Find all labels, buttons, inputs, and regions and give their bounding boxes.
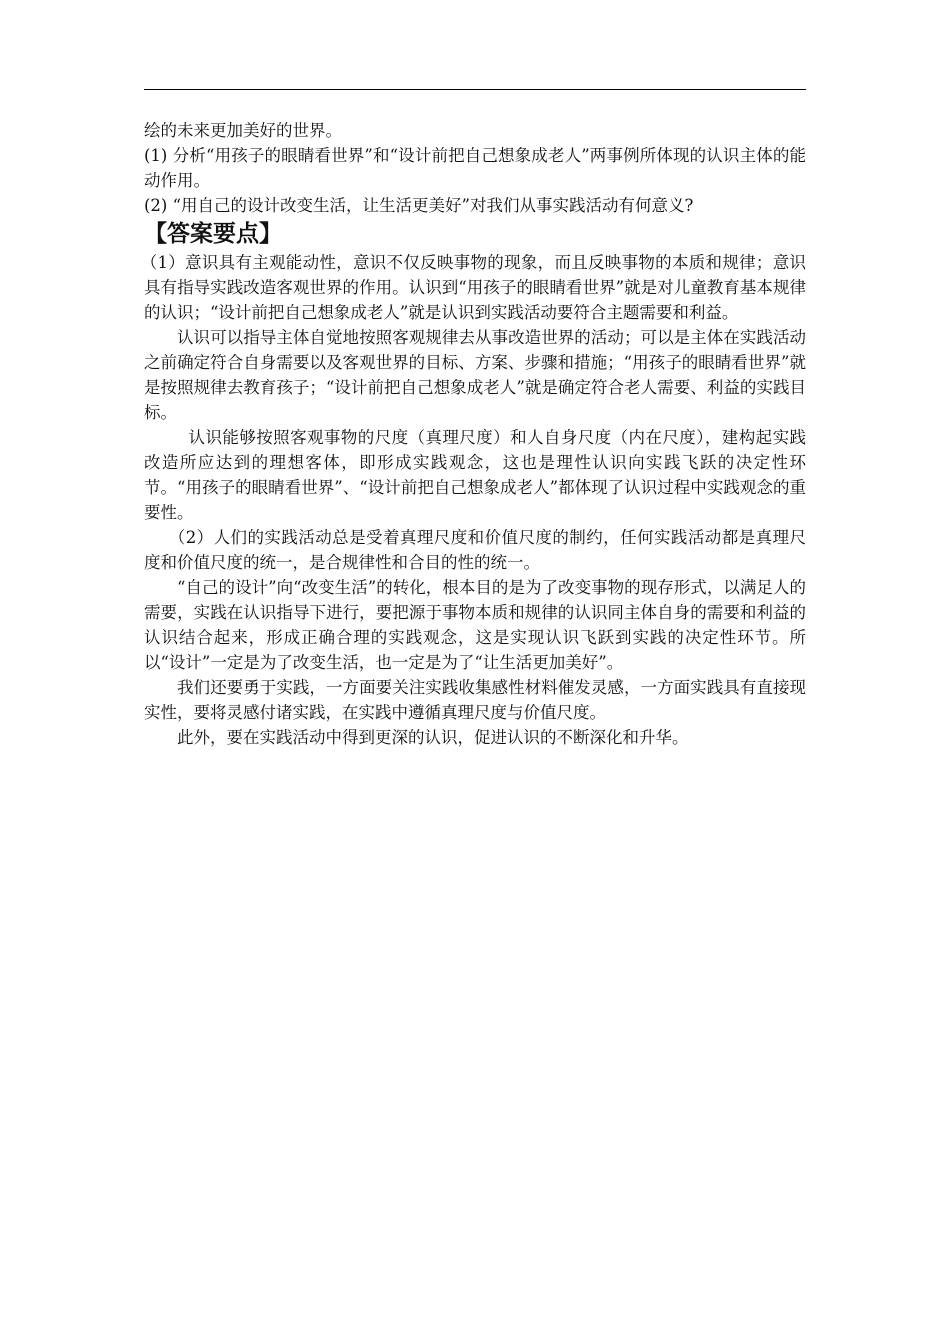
answer-paragraph-6: 我们还要勇于实践，一方面要关注实践收集感性材料催发灵感，一方面实践具有直接现实性，要将灵感付诸实践，在实践中遵循真理尺度与价值尺度。: [144, 678, 806, 722]
answer-paragraph-7: 此外，要在实践活动中得到更深的认识，促进认识的不断深化和升华。: [177, 728, 689, 747]
question-1: (1) 分析“用孩子的眼睛看世界”和“设计前把自己想象成老人”两事例所体现的认识主体的能动作用。: [144, 146, 806, 190]
answer-paragraph-2: 认识可以指导主体自觉地按照客观规律去从事改造世界的活动；可以是主体在实践活动之前确定符合自身需要以及客观世界的目标、方案、步骤和措施；“用孩子的眼睛看世界”就是按照规律去教育孩子；“设计前把自己想象成老人”就是确定符合老人需要、利益的实践目标。: [144, 328, 806, 422]
header-rule: [144, 89, 806, 90]
answer-heading: 【答案要点】: [144, 221, 282, 247]
answer-paragraph-3: 认识能够按照客观事物的尺度（真理尺度）和人自身尺度（内在尺度），建构起实践改造所应达到的理想客体，即形成实践观念，这也是理性认识向实践飞跃的决定性环节。“用孩子的眼睛看世界”、“设计前把自己想象成老人”都体现了认识过程中实践观念的重要性。: [144, 428, 806, 522]
answer-paragraph-1: （1）意识具有主观能动性，意识不仅反映事物的现象，而且反映事物的本质和规律；意识具有指导实践改造客观世界的作用。认识到“用孩子的眼睛看世界”就是对儿童教育基本规律的认识；“设计前把自己想象成老人”就是认识到实践活动要符合主题需要和利益。: [140, 253, 806, 322]
answer-paragraph-5: “自己的设计”向“改变生活”的转化，根本目的是为了改变事物的现存形式，以满足人的需要，实践在认识指导下进行，要把源于事物本质和规律的认识同主体自身的需要和利益的认识结合起来，形成正确合理的实践观念，这是实现认识飞跃到实践的决定性环节。所以“设计”一定是为了改变生活，也一定是为了“让生活更加美好”。: [144, 578, 806, 672]
answer-paragraph-4: （2）人们的实践活动总是受着真理尺度和价值尺度的制约，任何实践活动都是真理尺度和价值尺度的统一，是合规律性和合目的性的统一。: [144, 528, 806, 572]
question-2: (2) “用自己的设计改变生活，让生活更美好”对我们从事实践活动有何意义?: [144, 196, 694, 215]
question-continuation: 绘的未来更加美好的世界。: [144, 121, 342, 140]
document-body: [140, 118, 806, 750]
